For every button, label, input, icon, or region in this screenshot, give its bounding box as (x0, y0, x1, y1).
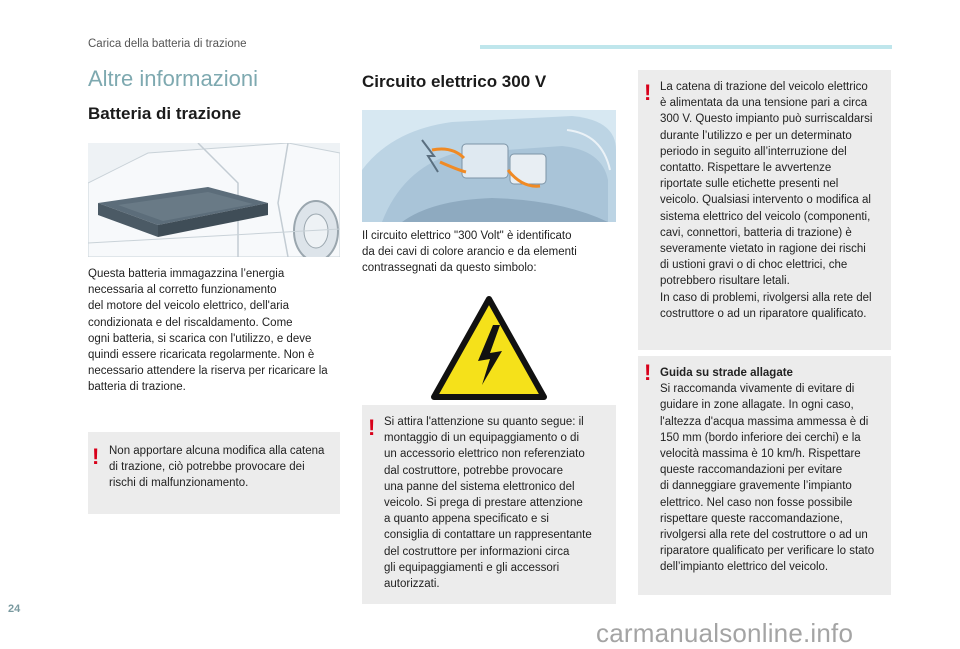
text-line: queste raccomandazioni per evitare (660, 464, 843, 477)
text-line: veicolo. Qualsiasi intervento o modifica al (660, 194, 871, 207)
text-line: rivolgersi alla rete del costruttore o ad un (660, 529, 868, 542)
text-line: contrassegnati da questo simbolo: (362, 262, 537, 275)
text-line: Il circuito elettrico "300 Volt" è identificato (362, 230, 572, 242)
warning-exclamation-icon: ! (644, 80, 652, 105)
heading-traction-battery: Batteria di trazione (88, 104, 242, 123)
text-line: rispettare queste raccomandazione, (660, 512, 843, 525)
text-line: del motore del veicolo elettrico, dell'aria (88, 300, 289, 313)
text-line: veicolo. Si prega di prestare attenzione (384, 497, 583, 510)
text-line: 300 V. Questo impianto può surriscaldarsi (660, 113, 873, 126)
text-line: è alimentata da una tensione pari a circa (660, 97, 868, 110)
warning-text (660, 79, 892, 322)
engine-bay-high-voltage-illustration-icon (362, 110, 616, 222)
text-line: montaggio di un equipaggiamento o di (384, 432, 580, 445)
text-line: La catena di trazione del veicolo elettrico (660, 81, 868, 93)
text-line: ogni batteria, si scarica con l'utilizzo, e deve (88, 332, 312, 345)
text-line: 150 mm (bordo inferiore dei cerchi) e la (660, 431, 861, 444)
text-line: del costruttore per informazioni circa (384, 545, 570, 558)
page-title: Altre informazioni (88, 66, 258, 91)
text-line: severamente vietato in ragione dei rischi (660, 243, 866, 256)
warning-subtitle: Guida su strade allagate (660, 367, 793, 379)
text-line: gli equipaggiamenti e gli accessori (384, 561, 560, 574)
text-line: Si raccomanda vivamente di evitare di (660, 383, 855, 396)
warning-box-flooded-roads (638, 356, 891, 595)
warning-text (660, 365, 892, 576)
traction-battery-image (88, 143, 340, 257)
watermark: carmanualsonline.info (596, 618, 854, 648)
text-line: necessario attendere la riserva per ricaricare la (88, 365, 328, 378)
page-number: 24 (8, 603, 21, 615)
header-accent-bar (480, 45, 892, 49)
traction-battery-paragraph (88, 266, 344, 396)
text-line: una panne del sistema elettronico del (384, 480, 575, 493)
text-line: Si attira l'attenzione su quanto segue: il (384, 416, 584, 428)
warning-exclamation-icon: ! (644, 360, 652, 385)
warning-box-accessories (362, 405, 616, 604)
text-line: Questa batteria immagazzina l’energia (88, 268, 285, 280)
text-line: un accessorio elettrico non referenziato (384, 448, 585, 461)
text-line: guidare in zone allagate. In ogni caso, (660, 399, 854, 412)
text-line: di trazione, ciò potrebbe provocare dei (109, 461, 305, 474)
text-line: Non apportare alcuna modifica alla catena (109, 445, 325, 457)
car-battery-cutaway-illustration-icon (88, 143, 340, 257)
text-line: elettrico. Nel caso non fosse possibile (660, 496, 853, 509)
text-line: l'altezza d'acqua massima ammessa è di (660, 415, 869, 428)
warning-box-modification (88, 432, 340, 514)
text-line: velocità massima è 10 km/h. Rispettare (660, 448, 861, 461)
text-line: sistema elettrico del veicolo (componenti, (660, 210, 871, 223)
text-line: periodo in seguito all’interruzione del (660, 145, 847, 158)
text-line: di danneggiare gravemente l’impianto (660, 480, 852, 493)
text-line: a quanto appena specificato e si (384, 513, 549, 526)
text-line: di ustioni gravi o di choc elettrici, che (660, 259, 848, 272)
text-line: da dei cavi di colore arancio e da elementi (362, 246, 577, 259)
text-line: cavi, connettori, batteria di trazione) è (660, 226, 852, 239)
text-line: In caso di problemi, rivolgersi alla rete del (660, 291, 872, 304)
text-line: condizionata e del riscaldamento. Come (88, 316, 293, 329)
circuit-paragraph (362, 228, 616, 277)
text-line: consiglia di contattare un rappresentante (384, 529, 592, 542)
text-line: rischi di malfunzionamento. (109, 477, 249, 490)
text-line: dal costruttore, potrebbe provocare (384, 464, 563, 477)
warning-exclamation-icon: ! (368, 415, 376, 440)
text-line: necessaria al corretto funzionamento (88, 284, 277, 297)
text-line: quindi essere ricaricata regolarmente. Non è (88, 349, 315, 362)
text-line: riportate sulle etichette presenti nel (660, 178, 839, 191)
warning-text (384, 414, 614, 592)
high-voltage-warning-triangle-icon (430, 295, 548, 403)
warning-exclamation-icon: ! (92, 444, 100, 469)
text-line: costruttore o ad un riparatore qualificato. (660, 307, 867, 320)
heading-circuit-300v: Circuito elettrico 300 V (362, 72, 547, 91)
text-line: batteria di trazione. (88, 381, 186, 394)
text-line: autorizzati. (384, 578, 440, 591)
warning-box-high-voltage (638, 70, 891, 350)
text-line: contatto. Rispettare le avvertenze (660, 162, 832, 175)
text-line: durante l’utilizzo e per un determinato (660, 129, 852, 142)
text-line: potrebbero risultare letali. (660, 275, 790, 288)
warning-text (109, 443, 339, 492)
text-line: dell’impianto elettrico del veicolo. (660, 561, 829, 574)
engine-bay-image (362, 110, 616, 222)
text-line: riparatore qualificato per verificare lo stato (660, 545, 875, 558)
section-header-title: Carica della batteria di trazione (88, 38, 247, 50)
